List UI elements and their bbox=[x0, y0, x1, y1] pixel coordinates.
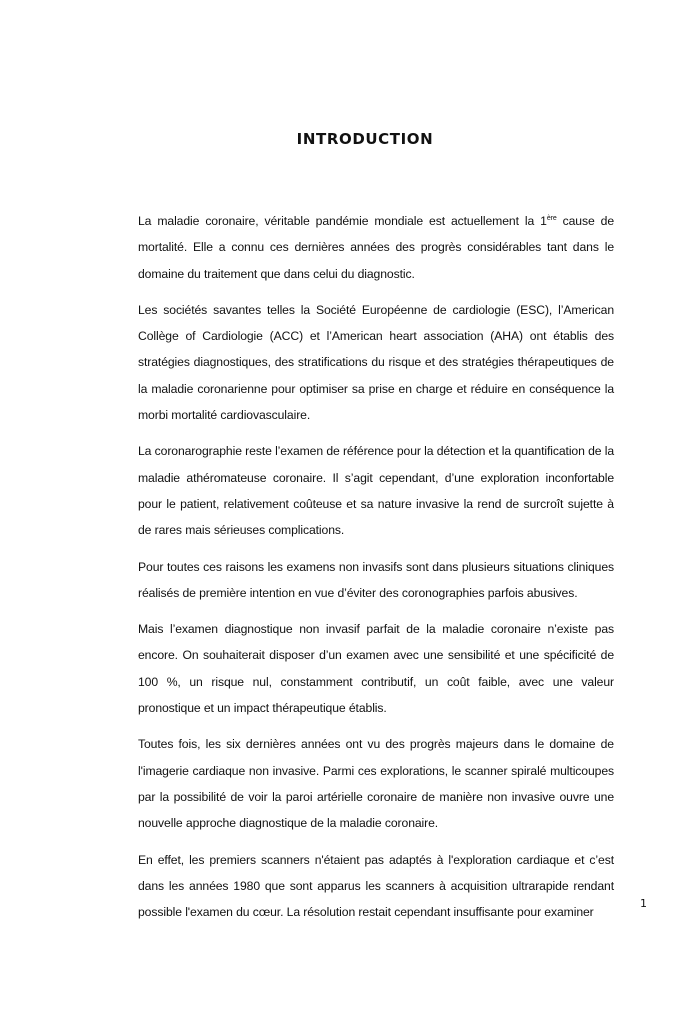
paragraph-1-text-cont: cause de mortalité. Elle a connu ces dernières années des progrès considérables tant dans le domaine du traitement que dans celui du diagnostic. bbox=[138, 214, 614, 281]
superscript-ere: ère bbox=[546, 215, 557, 222]
paragraph-3: La coronarographie reste l’examen de référence pour la détection et la quantification de la maladie athéromateuse coronaire. Il s’agit cependant, d’une exploration inconfortable pour le patient, relativement coûteuse et sa nature invasive la rend de surcroît sujette à de rares mais sérieuses complications. bbox=[138, 444, 615, 538]
paragraph-7: En effet, les premiers scanners n'étaient pas adaptés à l'exploration cardiaque et c’est dans les années 1980 que sont apparus les scanners à acquisition ultrarapide rendant possible l'examen du cœur. La résolution restait cependant insuffisante pour examiner bbox=[138, 852, 614, 920]
paragraph-1 bbox=[138, 208, 614, 287]
paragraph-1-text: La maladie coronaire, véritable pandémie mondiale est actuellement la 1 bbox=[138, 214, 547, 228]
paragraph-5: Mais l’examen diagnostique non invasif parfait de la maladie coronaire n’existe pas encore. On souhaiterait disposer d’un examen avec une sensibilité et une spécificité de 100 %, un risque nul, constamment contributif, un coût faible, avec une valeur pronostique et un impact thérapeutique établis. bbox=[138, 622, 614, 716]
paragraph-4: Pour toutes ces raisons les examens non invasifs sont dans plusieurs situations cliniques réalisés de première intention en vue d’éviter des coronographies parfois abusives. bbox=[138, 559, 614, 600]
body-text bbox=[138, 208, 614, 935]
page-number: 1 bbox=[640, 897, 647, 910]
page-title: INTRODUCTION bbox=[296, 130, 434, 148]
paragraph-6: Toutes fois, les six dernières années ont vu des progrès majeurs dans le domaine de l'imagerie cardiaque non invasive. Parmi ces explorations, le scanner spiralé multicoupes par la possibilité de voir la paroi artérielle coronaire de manière non invasive ouvre une nouvelle approche diagnostique de la maladie coronaire. bbox=[138, 737, 614, 831]
paragraph-2: Les sociétés savantes telles la Société Européenne de cardiologie (ESC), l’American Collège of Cardiologie (ACC) et l’American heart association (AHA) ont établis des stratégies diagnostiques, des stratifications du risque et des stratégies thérapeutiques de la maladie coronarienne pour optimiser sa prise en charge et réduire en conséquence la morbi mortalité cardiovasculaire. bbox=[138, 302, 614, 423]
